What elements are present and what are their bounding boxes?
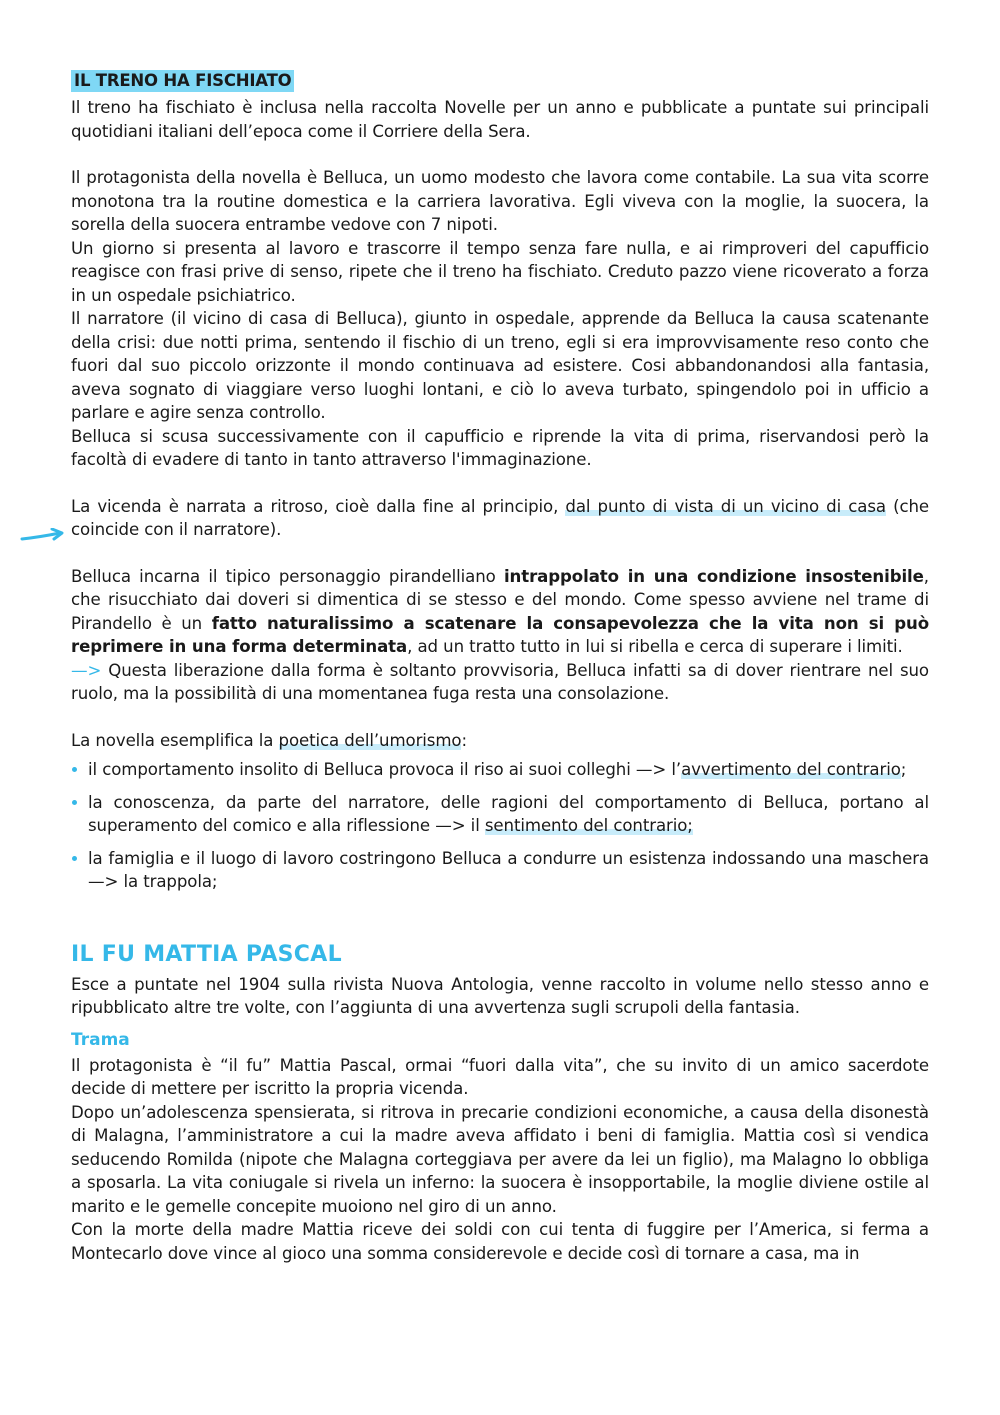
paragraph-plot-4: Belluca si scusa successivamente con il capufficio e riprende la vita di prima, riservandosi però la facoltà di evadere di tanto in tanto attraverso l'immaginazione.: [71, 426, 929, 469]
bullet-icon: [72, 856, 77, 861]
paragraph-character: [71, 565, 929, 706]
arrow-symbol: —>: [71, 660, 102, 680]
section-title-treno: IL TRENO HA FISCHIATO: [71, 70, 294, 92]
list-item: [71, 758, 929, 782]
section-title-mattia: IL FU MATTIA PASCAL: [71, 941, 342, 967]
umorismo-colon: :: [461, 730, 467, 750]
paragraph-plot-2: Un giorno si presenta al lavoro e trascorre il tempo senza fare nulla, e ai rimproveri del capufficio reagisce con frasi prive di senso, ripete che il treno ha fischiato. Creduto pazzo viene ricoverato a forza in un ospedale psichiatrico.: [71, 238, 929, 305]
bullet-icon: [72, 767, 77, 772]
paragraph-trama-3: Con la morte della madre Mattia riceve dei soldi con cui tenta di fuggire per l’America, si ferma a Montecarlo dove vince al gioco una somma considerevole e decide così di tornare a casa, ma in: [71, 1220, 929, 1263]
umorismo-list: [71, 758, 929, 894]
bullet-1-text: il comportamento insolito di Belluca provoca il riso ai suoi colleghi —> l’: [88, 760, 682, 779]
paragraph-narration: [71, 495, 929, 542]
bullet-2-text: la conoscenza, da parte del narratore, delle ragioni del comportamento di Belluca, portano al superamento del comico e alla riflessione —> il: [88, 792, 929, 835]
document-page: [71, 70, 929, 1265]
paragraph-umorismo: [71, 729, 929, 753]
margin-arrow-icon: [20, 528, 66, 544]
paragraph-trama-1: Il protagonista è “il fu” Mattia Pascal, ormai “fuori dalla vita”, che su invito di un amico sacerdote decide di mettere per iscritto la propria vicenda.: [71, 1055, 929, 1098]
paragraph-intro-treno: Il treno ha fischiato è inclusa nella raccolta Novelle per un anno e pubblicate a puntate sui principali quotidiani italiani dell’epoca come il Corriere della Sera.: [71, 98, 929, 141]
subsection-title-trama: Trama: [71, 1029, 130, 1050]
bullet-1-highlight: avvertimento del contrario: [681, 760, 901, 779]
paragraph-plot-3: Il narratore (il vicino di casa di Belluca), giunto in ospedale, apprende da Belluca la causa scatenante della crisi: due notti prima, sentendo il fischio di un treno, egli si era improvvisamente reso conto che fuori dal suo piccolo orizzonte il mondo continuava ad esistere. Cosi abbandonandosi alla fantasia, aveva sognato di viaggiare verso luoghi lontani, e ciò lo aveva turbato, spingendolo poi in ufficio a parlare e agire senza controllo.: [71, 309, 929, 422]
list-item: [71, 791, 929, 838]
character-bold-1: intrappolato in una condizione insostenibile: [503, 566, 924, 586]
umorismo-text: La novella esemplifica la: [71, 730, 279, 750]
character-text-d: , ad un tratto tutto in lui si ribella e cerca di superare i limiti.: [407, 637, 903, 656]
character-text-a: Belluca incarna il tipico personaggio pirandelliano: [71, 566, 504, 586]
narration-highlight: dal punto di vista di un vicino di casa: [565, 496, 886, 516]
narration-text: La vicenda è narrata a ritroso, cioè dalla fine al principio,: [71, 496, 566, 516]
paragraph-trama-2: Dopo un’adolescenza spensierata, si ritrova in precarie condizioni economiche, a causa della disonestà di Malagna, l’amministratore a cui la madre aveva affidato i beni di famiglia. Mattia così si vendica seducendo Romilda (nipote che Malagna corteggiava per avere da lei un figlio), ma Malagno lo obbliga a sposarla. La vita coniugale si rivela un inferno: la suocera è insopportabile, la moglie diviene ostile al marito e le gemelle concepite muoiono nel giro di un anno.: [71, 1102, 929, 1216]
paragraph-plot-1: Il protagonista della novella è Belluca, un uomo modesto che lavora come contabile. La sua vita scorre monotona tra la routine domestica e la carriera lavorativa. Egli viveva con la moglie, la suocera, la sorella della suocera entrambe vedove con 7 nipoti.: [71, 168, 929, 234]
bullet-2-highlight: sentimento del contrario;: [484, 816, 693, 835]
bullet-1-end: ;: [900, 760, 907, 779]
bullet-icon: [72, 800, 77, 805]
narration-text-end: (che coincide con il narratore).: [71, 496, 929, 539]
list-item: [71, 847, 929, 894]
umorismo-highlight: poetica dell’umorismo: [278, 730, 462, 750]
character-text-c: , che risucchiato dai doveri si dimentica di se stesso e del mondo. Come spesso avviene nel trame di Pirandello è un: [71, 566, 929, 633]
paragraph-intro-mattia: Esce a puntate nel 1904 sulla rivista Nuova Antologia, venne raccolto in volume nello stesso anno e ripubblicato altre tre volte, con l’aggiunta di una avvertenza sugli scrupoli della fantasia.: [71, 974, 929, 1017]
character-bold-2: fatto naturalissimo a scatenare la consapevolezza che la vita non si può reprimere in una forma determinata: [71, 613, 930, 656]
character-text-e: Questa liberazione dalla forma è soltanto provvisoria, Belluca infatti sa di dover rientrare nel suo ruolo, ma la possibilità di una momentanea fuga resta una consolazione.: [71, 660, 929, 703]
bullet-3-text: la famiglia e il luogo di lavoro costringono Belluca a condurre un esistenza indossando una maschera —> la trappola;: [88, 848, 929, 891]
